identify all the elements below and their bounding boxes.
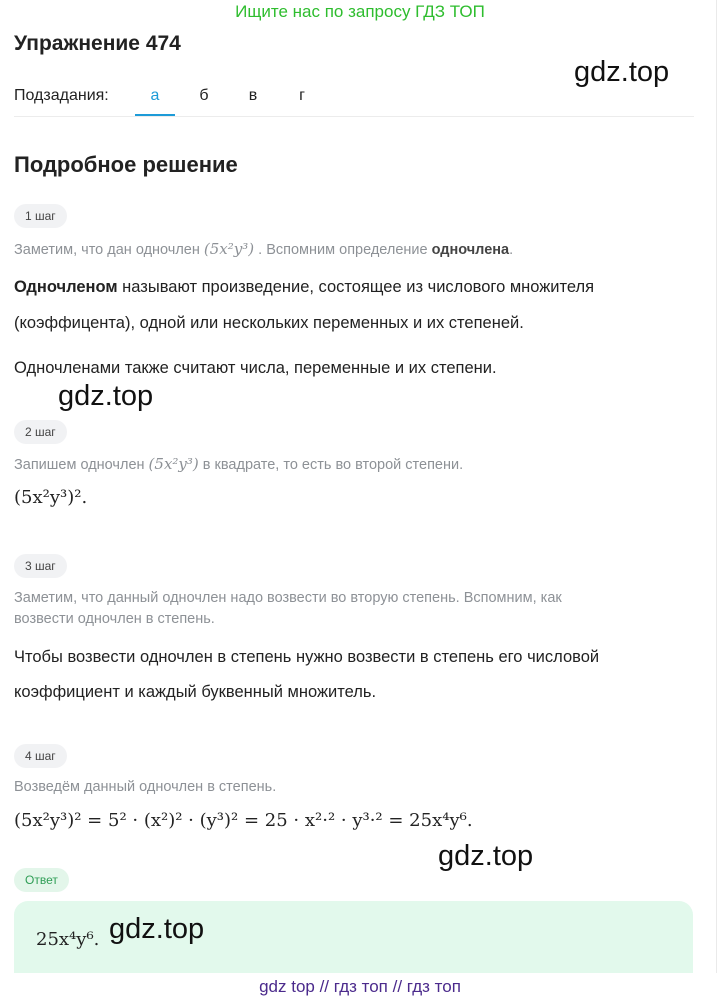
top-banner: Ищите нас по запросу ГДЗ ТОП	[235, 2, 485, 21]
definition-term: Одночленом	[14, 278, 118, 296]
definition-line-2: (коэффицента), одной или нескольких переменных и их степеней.	[14, 314, 524, 332]
hint-bold-term: одночлена	[431, 242, 510, 258]
formula-solution: (5x²y³)² = 5² · (x²)² · (y³)² = 25 · x²·² · y³·² = 25x⁴y⁶.	[14, 810, 473, 831]
subtask-tab-g[interactable]: г	[299, 87, 305, 104]
subtasks-nav	[14, 84, 694, 117]
step-badge: 3 шаг	[14, 554, 67, 578]
watermark: gdz.top	[438, 840, 534, 872]
watermark: gdz.top	[58, 380, 154, 412]
hint-text: Заметим, что дан одночлен	[14, 242, 200, 258]
subtasks-label: Подзадания:	[14, 87, 109, 104]
watermark: gdz.top	[574, 56, 670, 88]
section-title: Подробное решение	[14, 152, 238, 177]
footer-links[interactable]: gdz top // гдз топ // гдз топ	[0, 973, 720, 1001]
step-hint: Возведём данный одночлен в степень.	[14, 779, 277, 795]
step-hint	[14, 240, 513, 258]
answer-value: 25x⁴y⁶.	[36, 929, 100, 950]
hint-math: (5x²y³)	[203, 240, 255, 258]
hint-text: .	[509, 242, 514, 258]
step-hint: Заметим, что данный одночлен надо возвести во вторую степень. Вспомним, как	[14, 590, 562, 606]
hint-text: . Вспомним определение	[258, 242, 428, 258]
step-badge: 1 шаг	[14, 204, 67, 228]
subtask-tab-b[interactable]: б	[199, 87, 209, 104]
hint-text: Запишем одночлен	[14, 457, 145, 473]
rule-text: коэффициент и каждый буквенный множитель.	[14, 683, 377, 701]
formula-square: (5x²y³)².	[14, 487, 88, 508]
step-hint	[14, 455, 463, 473]
page-title: Упражнение 474	[14, 32, 181, 55]
subtask-tab-v[interactable]: в	[248, 87, 258, 104]
step-badge: 4 шаг	[14, 744, 67, 768]
answer-badge: Ответ	[14, 868, 69, 892]
definition-text: называют произведение, состоящее из числового множителя	[117, 278, 595, 296]
hint-math: (5x²y³)	[148, 455, 199, 473]
definition-note: Одночленами также считают числа, переменные и их степени.	[14, 359, 497, 377]
hint-text: в квадрате, то есть во второй степени.	[202, 457, 464, 473]
definition-line	[14, 278, 594, 297]
page-edge-divider	[716, 0, 717, 1001]
step-hint: возвести одночлен в степень.	[14, 611, 215, 627]
rule-text: Чтобы возвести одночлен в степень нужно возвести в степень его числовой	[14, 648, 600, 666]
watermark: gdz.top	[109, 913, 205, 945]
step-badge: 2 шаг	[14, 420, 67, 444]
subtask-tab-a[interactable]: а	[135, 87, 175, 105]
